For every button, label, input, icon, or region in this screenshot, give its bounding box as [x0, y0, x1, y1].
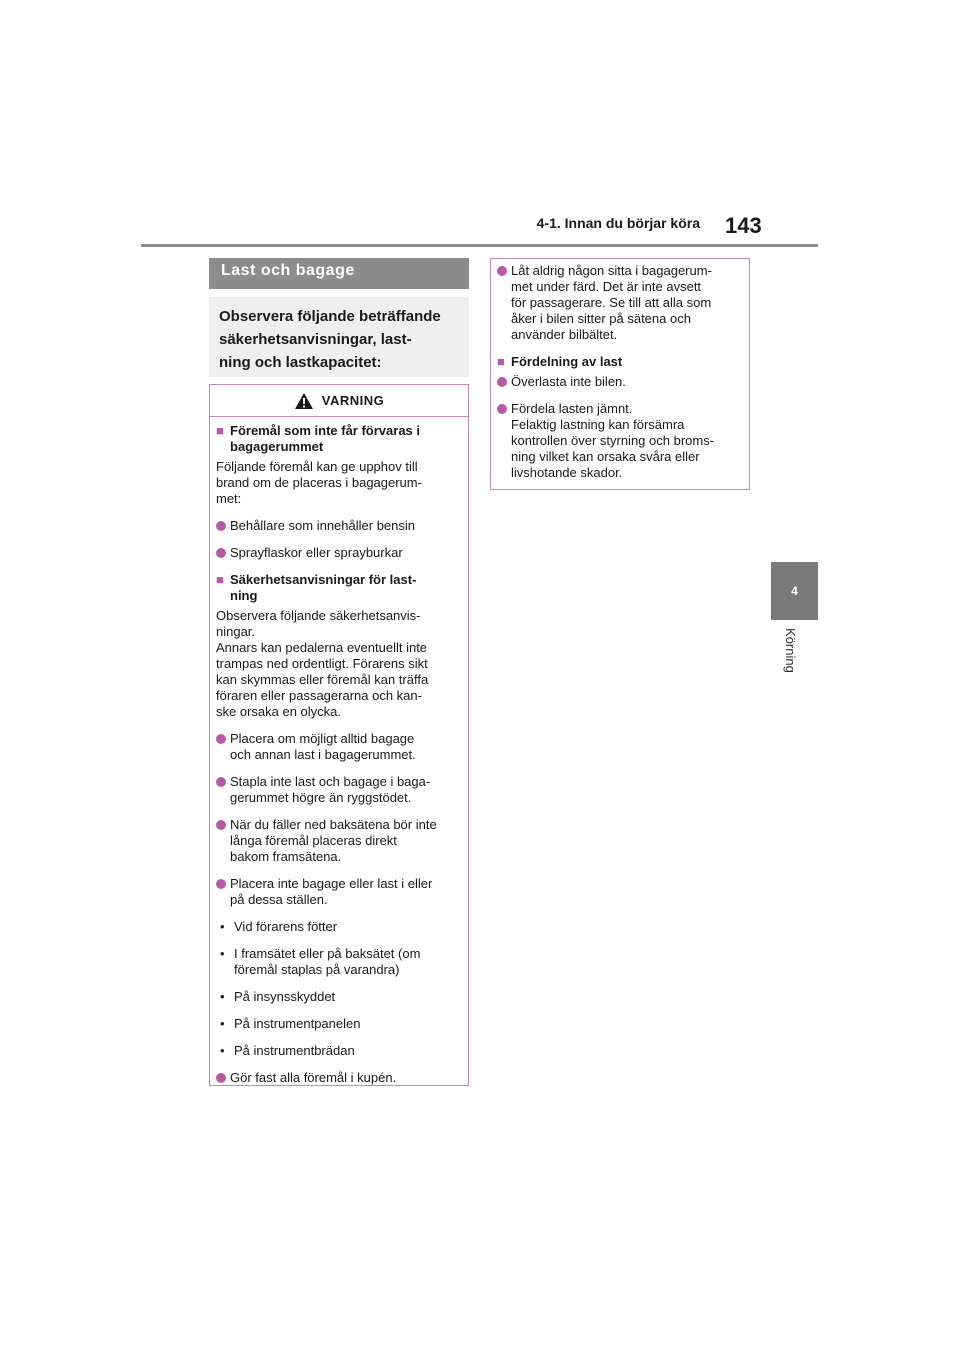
item-text — [230, 817, 437, 865]
text-line: Placera inte bagage eller last i eller — [230, 876, 433, 891]
intro-line: säkerhetsanvisningar, last- — [219, 331, 412, 348]
text-line: Låt aldrig någon sitta i bagagerum- — [511, 263, 712, 278]
text-line: Föremål som inte får förvaras i — [230, 423, 421, 438]
list-item — [216, 518, 462, 534]
paragraph — [216, 608, 462, 720]
text-line: gerummet högre än ryggstödet. — [230, 790, 412, 805]
list-item — [497, 374, 743, 390]
text-line: När du fäller ned baksätena bör inte — [230, 817, 437, 832]
sub-list-item — [216, 1016, 462, 1032]
dot-bullet-icon — [216, 518, 230, 534]
item-text — [230, 423, 420, 455]
square-bullet-icon: ■ — [216, 423, 224, 438]
list-item — [497, 401, 743, 481]
text-line: Överlasta inte bilen. — [511, 374, 626, 389]
list-item — [216, 731, 462, 763]
item-text — [511, 354, 622, 370]
warning-body — [210, 417, 468, 1086]
text-line: met: — [216, 491, 242, 506]
intro-line: Observera följande beträffande — [219, 308, 441, 325]
dot-bullet-icon — [497, 401, 511, 481]
item-text — [230, 545, 403, 561]
text-line: och annan last i bagagerummet. — [230, 747, 416, 762]
item-text — [234, 1043, 355, 1059]
text-line: bagagerummet — [230, 439, 324, 454]
item-text — [230, 572, 416, 604]
warning-triangle-icon — [294, 392, 314, 410]
bullet-icon: • — [220, 946, 225, 961]
list-item — [216, 774, 462, 806]
text-line: Följande föremål kan ge upphov till — [216, 459, 418, 474]
square-bullet-icon: ■ — [216, 572, 224, 587]
subheading — [216, 423, 462, 455]
text-line: Fördela lasten jämnt. — [511, 401, 633, 416]
text-line: Placera om möjligt alltid bagage — [230, 731, 415, 746]
dot-bullet-icon — [216, 731, 230, 763]
text-line: Observera följande säkerhetsanvis- — [216, 608, 421, 623]
text-line: livshotande skador. — [511, 465, 623, 480]
list-item — [497, 263, 743, 343]
text-line: Annars kan pedalerna eventuellt inte — [216, 640, 428, 655]
text-line: Gör fast alla föremål i kupén. — [230, 1070, 397, 1085]
dot-bullet-icon — [216, 774, 230, 806]
text-line: för passagerare. Se till att alla som — [511, 295, 712, 310]
bullet-icon: • — [220, 989, 225, 1004]
text-line: bakom framsätena. — [230, 849, 342, 864]
text-line: ske orsaka en olycka. — [216, 704, 342, 719]
text-line: brand om de placeras i bagagerum- — [216, 475, 422, 490]
dot-bullet-icon — [216, 876, 230, 908]
square-bullet-icon: ■ — [497, 354, 505, 369]
text-line: ning — [230, 588, 258, 603]
text-line: met under färd. Det är inte avsett — [511, 279, 702, 294]
page-title: Last och bagage — [209, 258, 469, 289]
text-line: Säkerhetsanvisningar för last- — [230, 572, 417, 587]
text-line: Sprayflaskor eller sprayburkar — [230, 545, 403, 560]
text-line: trampas ned ordentligt. Förarens sikt — [216, 656, 428, 671]
text-line: åker i bilen sitter på sätena och — [511, 311, 691, 326]
intro-box — [209, 297, 469, 377]
section-title: 4-1. Innan du börjar köra — [536, 215, 700, 231]
intro-line: ning och lastkapacitet: — [219, 354, 382, 371]
item-text — [234, 946, 420, 978]
dot-bullet-icon — [216, 817, 230, 865]
sub-list-item — [216, 919, 462, 935]
warning-continuation-box — [490, 258, 750, 490]
bullet-icon: • — [220, 1043, 225, 1058]
header-divider — [141, 244, 818, 247]
bullet-icon: • — [220, 919, 225, 934]
list-item — [216, 817, 462, 865]
text-line: Fördelning av last — [511, 354, 623, 369]
text-line: kontrollen över styrning och broms- — [511, 433, 715, 448]
text-line: föremål staplas på varandra) — [234, 962, 400, 977]
text-line: föraren eller passagerarna och kan- — [216, 688, 422, 703]
text-line: ningar. — [216, 624, 256, 639]
chapter-label: Körning — [783, 628, 798, 673]
warning-header — [210, 385, 468, 417]
sub-list-item — [216, 989, 462, 1005]
text-line: på dessa ställen. — [230, 892, 328, 907]
bullet-icon: • — [220, 1016, 225, 1031]
item-text — [230, 518, 415, 534]
item-text — [234, 989, 335, 1005]
text-line: På instrumentbrädan — [234, 1043, 355, 1058]
text-line: ning vilket kan orsaka svåra eller — [511, 449, 700, 464]
item-text — [230, 774, 430, 806]
dot-bullet-icon — [216, 545, 230, 561]
text-line: I framsätet eller på baksätet (om — [234, 946, 421, 961]
text-line: Stapla inte last och bagage i baga- — [230, 774, 431, 789]
sub-list-item — [216, 946, 462, 978]
item-text — [216, 459, 462, 507]
text-line: Vid förarens fötter — [234, 919, 338, 934]
item-text — [234, 919, 337, 935]
dot-bullet-icon — [497, 263, 511, 343]
list-item — [216, 1070, 462, 1086]
subheading — [216, 572, 462, 604]
warning-box — [209, 384, 469, 1086]
item-text — [511, 263, 712, 343]
item-text — [230, 876, 432, 908]
list-item — [216, 876, 462, 908]
sub-list-item — [216, 1043, 462, 1059]
text-line: Behållare som innehåller bensin — [230, 518, 416, 533]
text-line: långa föremål placeras direkt — [230, 833, 397, 848]
text-line: På instrumentpanelen — [234, 1016, 361, 1031]
item-text — [230, 731, 416, 763]
chapter-tab — [771, 562, 818, 620]
text-line: använder bilbältet. — [511, 327, 618, 342]
item-text — [234, 1016, 360, 1032]
item-text — [511, 374, 626, 390]
chapter-number: 4 — [791, 584, 798, 598]
item-text — [216, 608, 462, 720]
text-line: kan skymmas eller föremål kan träffa — [216, 672, 429, 687]
dot-bullet-icon — [216, 1070, 230, 1086]
paragraph — [216, 459, 462, 507]
item-text — [511, 401, 714, 481]
warning-label: VARNING — [321, 393, 385, 408]
page-number: 143 — [725, 213, 762, 238]
text-line: På insynsskyddet — [234, 989, 336, 1004]
subheading — [497, 354, 743, 370]
list-item — [216, 545, 462, 561]
text-line: Felaktig lastning kan försämra — [511, 417, 685, 432]
dot-bullet-icon — [497, 374, 511, 390]
item-text — [230, 1070, 396, 1086]
